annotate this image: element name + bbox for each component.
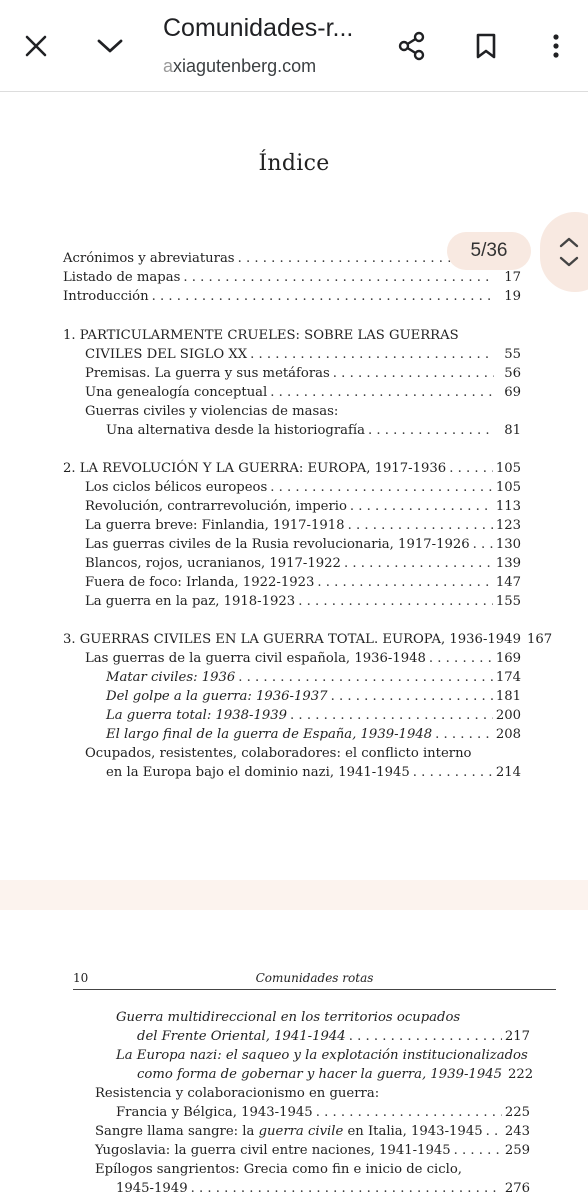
toc-page-number: 222 <box>508 1067 534 1082</box>
toc-leader-dots <box>435 725 493 744</box>
toc-page-number: 69 <box>504 385 521 400</box>
toc-entry-title: La guerra total: 1938-1939 <box>106 708 288 723</box>
toc-entry[interactable] <box>106 687 521 706</box>
toc-entry[interactable] <box>85 592 521 611</box>
toc-page-number: 243 <box>504 1124 530 1139</box>
toc-page-number: 217 <box>504 1029 530 1044</box>
toc-entry[interactable] <box>116 1046 530 1065</box>
page-title: Índice <box>258 151 330 176</box>
bookmark-button[interactable] <box>464 24 508 68</box>
toc-leader-dots <box>270 383 494 402</box>
share-button[interactable] <box>390 24 434 68</box>
toc-leader-dots <box>238 668 493 687</box>
toc-entry-title: Resistencia y colaboracionismo en guerra: <box>95 1086 380 1101</box>
toc-page-number: 17 <box>504 270 521 285</box>
toc-page-number: 200 <box>495 708 521 723</box>
toc-entry[interactable] <box>106 706 521 725</box>
toc-leader-dots <box>350 497 493 516</box>
toc-entry[interactable] <box>137 1027 530 1046</box>
toc-entry[interactable] <box>85 516 521 535</box>
toc-page-number: 225 <box>504 1105 530 1120</box>
toc-entry[interactable] <box>63 287 521 306</box>
toc-entry-title: Guerra multidireccional en los territorios ocupados <box>116 1010 461 1025</box>
toc-leader-dots <box>413 763 493 782</box>
toc-entry-title: Francia y Bélgica, 1943-1945 <box>116 1105 313 1120</box>
toc-entry[interactable] <box>85 535 521 554</box>
toc-leader-dots <box>473 535 493 554</box>
toc-entry-title: Las guerras civiles de la Rusia revolucionaria, 1917-1926 <box>85 537 470 552</box>
toc-entry-title: como forma de gobernar y hacer la guerra, 1939-1945 <box>137 1067 502 1082</box>
toc-entry-title: Epílogos sangrientos: Grecia como fin e inicio de ciclo, <box>95 1162 462 1177</box>
document-page-5 <box>0 93 588 880</box>
toc-entry[interactable] <box>106 725 521 744</box>
toc-leader-dots <box>429 649 493 668</box>
close-button[interactable] <box>14 24 58 68</box>
toc-page-number: 147 <box>495 575 521 590</box>
browser-top-bar <box>0 0 588 92</box>
toc-entry[interactable] <box>116 1008 530 1027</box>
more-options-button[interactable] <box>534 24 578 68</box>
toc-entry[interactable] <box>95 1084 530 1103</box>
toc-leader-dots <box>270 478 493 497</box>
toc-entry-title: 1. PARTICULARMENTE CRUELES: SOBRE LAS GUERRAS <box>63 328 459 343</box>
toc-entry-title-italic: guerra civile <box>258 1124 344 1139</box>
toc-entry-title: La guerra en la paz, 1918-1923 <box>85 594 296 609</box>
toc-leader-dots <box>191 1179 502 1198</box>
running-head-title: Comunidades rotas <box>255 971 374 985</box>
url-text[interactable] <box>163 56 316 77</box>
toc-entry[interactable] <box>116 1179 530 1198</box>
toc-page-number: 123 <box>495 518 521 533</box>
toc-entry[interactable] <box>95 1141 530 1160</box>
share-icon <box>397 31 427 61</box>
more-vert-icon <box>552 33 560 59</box>
toc-entry[interactable] <box>63 268 521 287</box>
toc-page-number: 167 <box>526 632 553 647</box>
toc-leader-dots <box>333 364 494 383</box>
close-icon <box>24 34 48 58</box>
toc-page-number: 181 <box>495 689 521 704</box>
toc-entry[interactable] <box>85 497 521 516</box>
toc-entry[interactable] <box>85 478 521 497</box>
toc-entry[interactable] <box>63 459 521 478</box>
toc-entry-title: Guerras civiles y violencias de masas: <box>85 404 339 419</box>
toc-page-number: 214 <box>495 765 521 780</box>
toc-entry-title: del Frente Oriental, 1941-1944 <box>137 1029 346 1044</box>
toc-entry[interactable] <box>85 345 521 364</box>
toc-leader-dots <box>183 268 494 287</box>
toc-leader-dots <box>454 1141 502 1160</box>
toc-entry-title: 1945-1949 <box>116 1181 188 1196</box>
toc-entry[interactable] <box>116 1103 530 1122</box>
toc-entry-title: CIVILES DEL SIGLO XX <box>85 347 248 362</box>
toc-entry[interactable] <box>85 402 521 421</box>
toc-entry[interactable] <box>85 364 521 383</box>
toc-entry-title: Acrónimos y abreviaturas <box>63 251 235 266</box>
page-number: 10 <box>73 971 89 985</box>
toc-entry-title: en la Europa bajo el dominio nazi, 1941-1945 <box>106 765 410 780</box>
minimize-button[interactable] <box>88 24 132 68</box>
url-prefix: a <box>163 56 174 76</box>
toc-entry-title: Introducción <box>63 289 149 304</box>
toc-page-number: 208 <box>495 727 521 742</box>
toc-page-number: 174 <box>495 670 521 685</box>
toc-entry-title: La Europa nazi: el saqueo y la explotación institucionalizados <box>116 1048 528 1063</box>
tab-title: Comunidades-r... <box>163 14 354 42</box>
toc-entry[interactable] <box>85 744 521 763</box>
url-domain: xiagutenberg.com <box>173 56 317 76</box>
toc-leader-dots <box>348 516 493 535</box>
toc-entry-title: Fuera de foco: Irlanda, 1922-1923 <box>85 575 315 590</box>
chevron-down-icon <box>96 37 124 55</box>
toc-page-number: 169 <box>495 651 521 666</box>
toc-page-number: 130 <box>495 537 521 552</box>
toc-entry-title: La guerra breve: Finlandia, 1917-1918 <box>85 518 345 533</box>
toc-page-number: 113 <box>495 499 521 514</box>
toc-entry-title: Yugoslavia: la guerra civil entre naciones, 1941-1945 <box>95 1143 451 1158</box>
toc-entry-title: Del golpe a la guerra: 1936-1937 <box>106 689 328 704</box>
toc-entry-title: Las guerras de la guerra civil española, 1936-1948 <box>85 651 426 666</box>
toc-page-number: 139 <box>495 556 521 571</box>
toc-page-number: 81 <box>504 423 521 438</box>
toc-page-number: 259 <box>504 1143 530 1158</box>
page-gap <box>0 880 588 910</box>
toc-entry[interactable] <box>137 1065 534 1084</box>
toc-leader-dots <box>449 459 493 478</box>
toc-entry[interactable] <box>85 554 521 573</box>
toc-entry[interactable] <box>85 573 521 592</box>
toc-page-number: 105 <box>495 461 521 476</box>
toc-entry[interactable] <box>106 421 521 440</box>
toc-entry-title-part: Sangre llama sangre: la <box>95 1124 259 1139</box>
toc-entry[interactable] <box>63 630 553 649</box>
toc-entry-title: Premisas. La guerra y sus metáforas <box>85 366 330 381</box>
toc-entry-title: Ocupados, resistentes, colaboradores: el conflicto interno <box>85 746 472 761</box>
bookmark-icon <box>475 32 497 60</box>
toc-entry[interactable] <box>63 326 521 345</box>
chevron-up-down-icon <box>558 236 580 268</box>
toc-entry-title <box>95 1122 483 1141</box>
toc-entry[interactable] <box>85 649 521 668</box>
toc-leader-dots <box>344 554 493 573</box>
toc-entry[interactable] <box>95 1122 530 1141</box>
toc-entry[interactable] <box>106 668 521 687</box>
toc-leader-dots <box>331 687 493 706</box>
toc-entry-title: 3. GUERRAS CIVILES EN LA GUERRA TOTAL. EUROPA, 1936-1949 <box>63 632 521 647</box>
toc-page-number: 55 <box>504 347 521 362</box>
toc-entry-title: Blancos, rojos, ucranianos, 1917-1922 <box>85 556 341 571</box>
toc-entry[interactable] <box>106 763 521 782</box>
toc-page-number: 155 <box>495 594 521 609</box>
toc-page-number: 105 <box>495 480 521 495</box>
toc-entry-title: Los ciclos bélicos europeos <box>85 480 268 495</box>
toc-leader-dots <box>368 421 494 440</box>
toc-entry-title: Una genealogía conceptual <box>85 385 268 400</box>
toc-leader-dots <box>152 287 494 306</box>
toc-page-number: 56 <box>504 366 521 381</box>
toc-leader-dots <box>349 1027 502 1046</box>
toc-leader-dots <box>250 345 494 364</box>
page-counter: 5/36 <box>447 232 531 270</box>
toc-entry[interactable] <box>95 1160 530 1179</box>
toc-leader-dots <box>317 573 492 592</box>
toc-entry-title: El largo final de la guerra de España, 1939-1948 <box>106 727 433 742</box>
toc-page-number: 19 <box>504 289 521 304</box>
toc-entry-title-part: en Italia, 1943-1945 <box>343 1124 483 1139</box>
toc-leader-dots <box>316 1103 502 1122</box>
toc-entry[interactable] <box>85 383 521 402</box>
toc-entry-title: Matar civiles: 1936 <box>106 670 236 685</box>
toc-entry-title: 2. LA REVOLUCIÓN Y LA GUERRA: EUROPA, 1917-1936 <box>63 461 447 476</box>
toc-entry-title: Revolución, contrarrevolución, imperio <box>85 499 347 514</box>
toc-page-number: 276 <box>504 1181 530 1196</box>
toc-entry-title: Listado de mapas <box>63 270 181 285</box>
document-page-6 <box>0 910 588 1200</box>
toc-leader-dots <box>486 1122 502 1141</box>
toc-leader-dots <box>298 592 493 611</box>
toc-entry-title: Una alternativa desde la historiografía <box>106 423 365 438</box>
toc-leader-dots <box>290 706 493 725</box>
running-header <box>73 968 556 990</box>
